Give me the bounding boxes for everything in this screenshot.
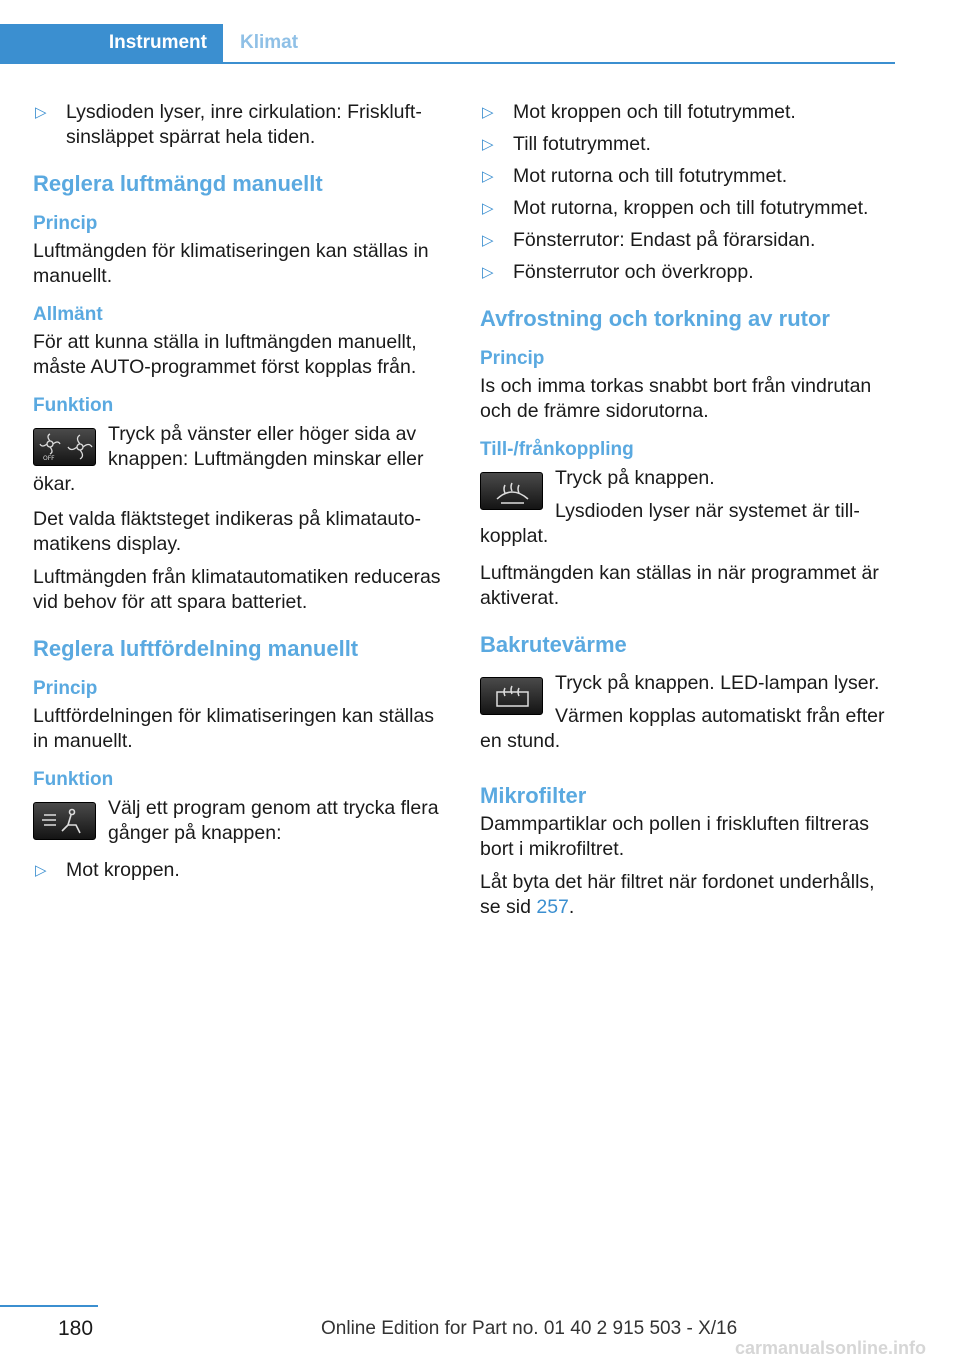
bullet-text: Fönsterrutor och överkropp. — [513, 261, 754, 283]
watermark: carmanualsonline.info — [735, 1338, 927, 1358]
rear-heat-button-row — [480, 671, 900, 754]
tab-klimat[interactable]: Klimat — [240, 32, 299, 53]
section-heading: Bakrutevärme — [480, 632, 627, 657]
bullet-text: Lysdioden lyser, inre cirkulation: Friskluftsinsläppet spärrat hela tiden. — [66, 101, 422, 148]
section-heading: Reglera luftmängd manuellt — [33, 171, 323, 196]
tab-instrument[interactable]: Instrument — [0, 24, 223, 62]
air-distribution-button-icon — [33, 802, 96, 840]
page-number: 180 — [58, 1317, 94, 1340]
bullet-text: Mot kroppen och till fotutrymmet. — [513, 101, 796, 123]
list-item — [33, 100, 453, 150]
subheading: Princip — [33, 213, 98, 234]
triangle-bullet-icon: ▷ — [35, 862, 47, 879]
windshield-defrost-button-icon — [480, 472, 543, 510]
list-item — [480, 260, 900, 285]
page-number-rule — [0, 1305, 98, 1307]
paragraph: Dammpartiklar och pollen i friskluften filtreras bort i mikrofiltret. — [480, 813, 870, 860]
paragraph: Luftfördelningen för klimatiseringen kan ställas in manuellt. — [33, 705, 435, 752]
list-item — [33, 858, 453, 883]
subheading: Funktion — [33, 769, 114, 790]
paragraph: Luftmängden kan ställas in när programmet är aktiverat. — [480, 562, 879, 609]
section-heading: Reglera luftfördelning manuellt — [33, 636, 359, 661]
triangle-bullet-icon: ▷ — [482, 168, 494, 185]
subheading: Funktion — [33, 395, 114, 416]
subheading: Till-/frånkoppling — [480, 439, 634, 460]
defrost-button-row — [480, 466, 900, 549]
bullet-text: Mot rutorna och till fotutrymmet. — [513, 165, 788, 187]
list-item — [480, 228, 900, 253]
svg-text:OFF: OFF — [43, 455, 55, 462]
paragraph: Luftmängden från klimatautomatiken reduceras vid behov för att spara batteriet. — [33, 566, 441, 613]
page-link[interactable]: 257 — [536, 896, 569, 918]
paragraph — [480, 870, 900, 920]
subheading: Princip — [480, 348, 545, 369]
bullet-text: Mot rutorna, kroppen och till fotutrymmet. — [513, 197, 869, 219]
paragraph: Värmen kopplas automatiskt från efter en stund. — [480, 705, 885, 752]
paragraph: Välj ett program genom att trycka flera gånger på knappen: — [108, 797, 439, 844]
paragraph: För att kunna ställa in luftmängden manuellt, måste AUTO-programmet först kopplas från. — [33, 331, 417, 378]
list-item — [480, 132, 900, 157]
triangle-bullet-icon: ▷ — [482, 200, 494, 217]
triangle-bullet-icon: ▷ — [482, 232, 494, 249]
paragraph: Tryck på knappen. — [555, 467, 715, 489]
triangle-bullet-icon: ▷ — [482, 136, 494, 153]
subheading: Princip — [33, 678, 98, 699]
list-item — [480, 196, 900, 221]
bullet-text: Mot kroppen. — [66, 859, 180, 881]
list-item — [480, 164, 900, 189]
rear-window-heat-button-icon — [480, 677, 543, 715]
subheading: Allmänt — [33, 304, 103, 325]
triangle-bullet-icon: ▷ — [482, 264, 494, 281]
text: . — [568, 896, 575, 918]
list-item — [480, 100, 900, 125]
left-column — [33, 100, 453, 890]
text: Låt byta det här filtret när fordonet underhålls, se sid — [480, 871, 875, 918]
fan-button-row — [33, 422, 453, 497]
paragraph: Is och imma torkas snabbt bort från vindrutan och de främre sidorutorna. — [480, 375, 872, 422]
right-column — [480, 100, 900, 928]
paragraph: Luftmängden för klimatiseringen kan ställas in manuellt. — [33, 240, 429, 287]
paragraph: Lysdioden lyser när systemet är tillkopplat. — [480, 500, 860, 547]
fan-speed-button-icon — [33, 428, 96, 466]
paragraph: Tryck på vänster eller höger sida av knappen: Luftmängden minskar eller ökar. — [33, 423, 424, 495]
edition-footer: Online Edition for Part no. 01 40 2 915 503 - X/16 — [321, 1318, 738, 1339]
section-heading: Mikrofilter — [480, 783, 587, 808]
triangle-bullet-icon: ▷ — [35, 104, 47, 121]
triangle-bullet-icon: ▷ — [482, 104, 494, 121]
paragraph: Det valda fläktsteget indikeras på klimatautomatikens display. — [33, 508, 422, 555]
bullet-text: Fönsterrutor: Endast på förarsidan. — [513, 229, 816, 251]
distribution-button-row — [33, 796, 453, 846]
paragraph: Tryck på knappen. LED-lampan lyser. — [555, 672, 880, 694]
section-heading: Avfrostning och torkning av rutor — [480, 306, 830, 331]
bullet-text: Till fotutrymmet. — [513, 133, 651, 155]
